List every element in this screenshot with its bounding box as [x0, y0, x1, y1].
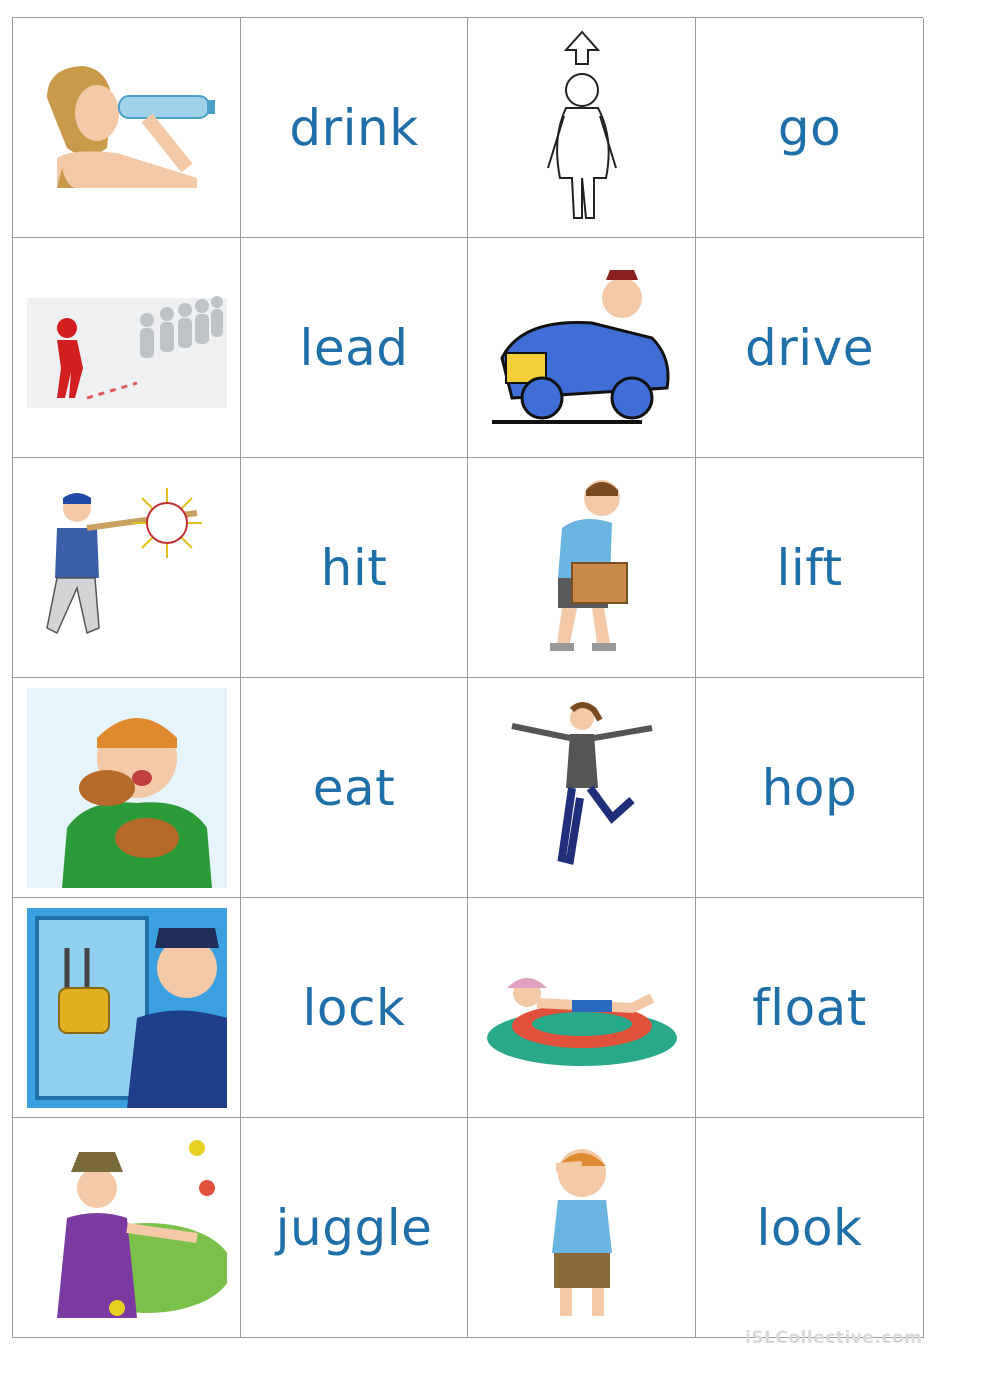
word-label: drive: [744, 318, 875, 377]
picture-card-lock: [13, 898, 241, 1118]
picture-card-look: [468, 1118, 696, 1338]
word-card-lift: [696, 458, 924, 678]
picture-card-hit: [13, 458, 241, 678]
word-card-drink: [241, 18, 468, 238]
word-card-drive: [696, 238, 924, 458]
word-label: lift: [776, 538, 843, 597]
word-label: look: [756, 1198, 863, 1257]
word-label: hop: [761, 758, 858, 817]
word-label: lead: [299, 318, 409, 377]
word-label: hit: [320, 538, 388, 597]
juggle-picture: [27, 1128, 227, 1328]
flashcard-grid: [12, 17, 923, 1338]
go-picture: [482, 28, 682, 228]
picture-card-drive: [468, 238, 696, 458]
eat-picture: [27, 688, 227, 888]
lead-picture: [27, 248, 227, 448]
word-card-hit: [241, 458, 468, 678]
word-label: float: [752, 978, 867, 1037]
word-card-float: [696, 898, 924, 1118]
word-label: go: [777, 98, 842, 157]
word-label: juggle: [275, 1198, 433, 1257]
picture-card-hop: [468, 678, 696, 898]
look-picture: [482, 1128, 682, 1328]
hit-picture: [27, 468, 227, 668]
picture-card-drink: [13, 18, 241, 238]
picture-card-eat: [13, 678, 241, 898]
float-picture: [482, 908, 682, 1108]
lock-picture: [27, 908, 227, 1108]
picture-card-go: [468, 18, 696, 238]
word-card-go: [696, 18, 924, 238]
watermark: iSLCollective.com: [745, 1328, 923, 1348]
word-card-lock: [241, 898, 468, 1118]
picture-card-float: [468, 898, 696, 1118]
picture-card-juggle: [13, 1118, 241, 1338]
word-card-juggle: [241, 1118, 468, 1338]
word-label: eat: [312, 758, 396, 817]
word-card-lead: [241, 238, 468, 458]
word-label: lock: [302, 978, 406, 1037]
word-card-hop: [696, 678, 924, 898]
lift-picture: [482, 468, 682, 668]
picture-card-lead: [13, 238, 241, 458]
hop-picture: [482, 688, 682, 888]
word-card-look: [696, 1118, 924, 1338]
drink-picture: [27, 28, 227, 228]
word-card-eat: [241, 678, 468, 898]
word-label: drink: [289, 98, 419, 157]
picture-card-lift: [468, 458, 696, 678]
drive-picture: [482, 248, 682, 448]
